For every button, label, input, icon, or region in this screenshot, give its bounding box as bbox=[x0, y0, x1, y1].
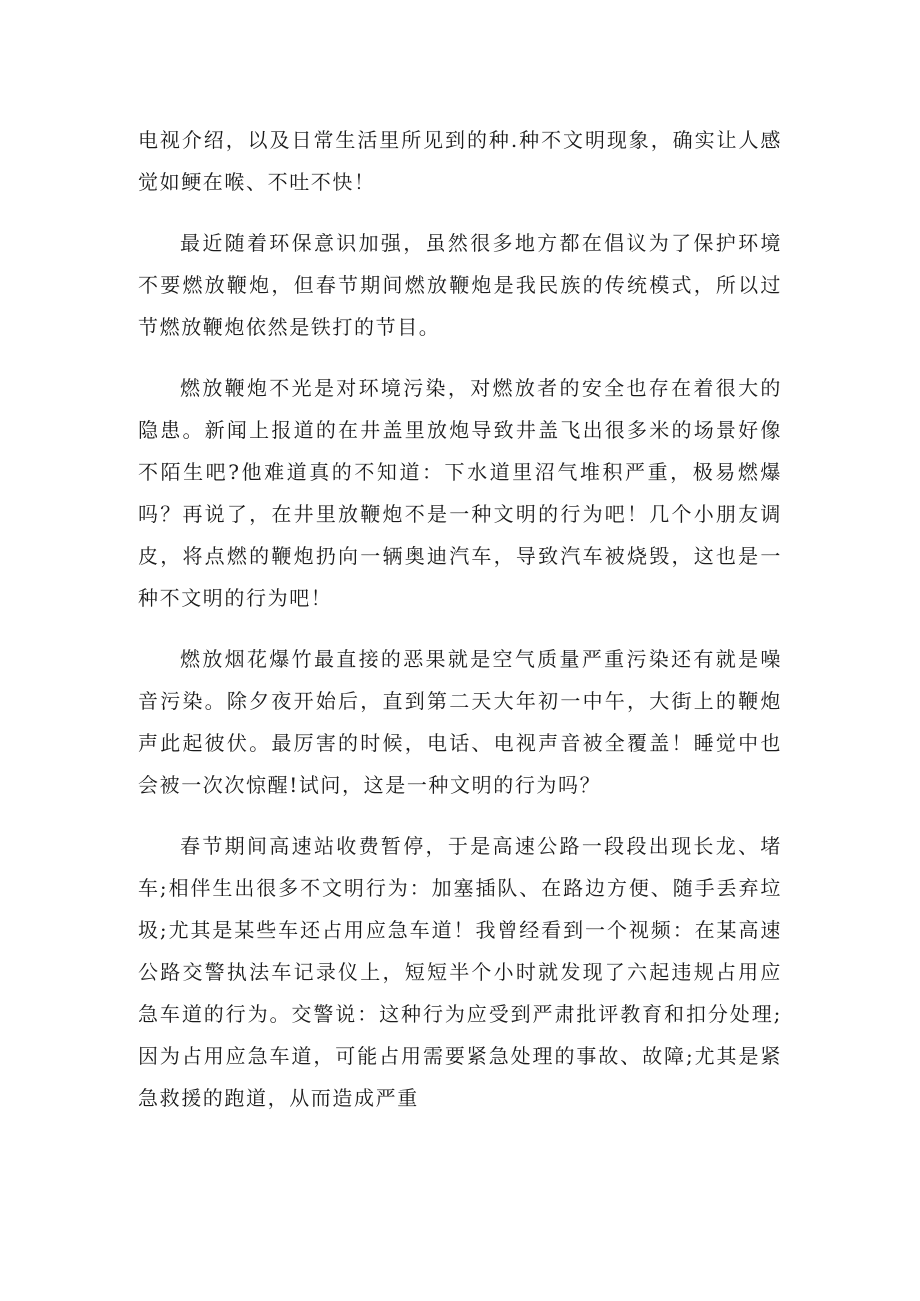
paragraph-firecracker-safety: 燃放鞭炮不光是对环境污染，对燃放者的安全也存在着很大的隐患。新闻上报道的在井盖里放炮导致井盖飞出很多米的场景好像不陌生吧?他难道真的不知道：下水道里沼气堆积严重，极易燃爆吗？再说了，在井里放鞭炮不是一种文明的行为吧！几个小朋友调皮，将点燃的鞭炮扔向一辆奥迪汽车，导致汽车被烧毁，这也是一种不文明的行为吧！ bbox=[138, 376, 782, 610]
document-body bbox=[138, 119, 782, 1138]
paragraph-highway-behavior: 春节期间高速站收费暂停，于是高速公路一段段出现长龙、堵车;相伴生出很多不文明行为：加塞插队、在路边方便、随手丢弃垃圾;尤其是某些车还占用应急车道！我曾经看到一个视频：在某高速公路交警执法车记录仪上，短短半个小时就发现了六起违规占用应急车道的行为。交警说：这种行为应受到严肃批评教育和扣分处理;因为占用应急车道，可能占用需要紧急处理的事故、故障;尤其是紧急救援的跑道，从而造成严重 bbox=[138, 834, 782, 1110]
paragraph-continuation: 电视介绍，以及日常生活里所见到的种.种不文明现象，确实让人感觉如鲠在喉、不吐不快！ bbox=[138, 128, 782, 194]
paragraph-environmental-awareness: 最近随着环保意识加强，虽然很多地方都在倡议为了保护环境不要燃放鞭炮，但春节期间燃放鞭炮是我民族的传统模式，所以过节燃放鞭炮依然是铁打的节目。 bbox=[138, 231, 782, 339]
paragraph-air-noise-pollution: 燃放烟花爆竹最直接的恶果就是空气质量严重污染还有就是噪音污染。除夕夜开始后，直到第二天大年初一中午，大街上的鞭炮声此起彼伏。最厉害的时候，电话、电视声音被全覆盖！睡觉中也会被一次次惊醒!试问，这是一种文明的行为吗？ bbox=[138, 647, 782, 797]
